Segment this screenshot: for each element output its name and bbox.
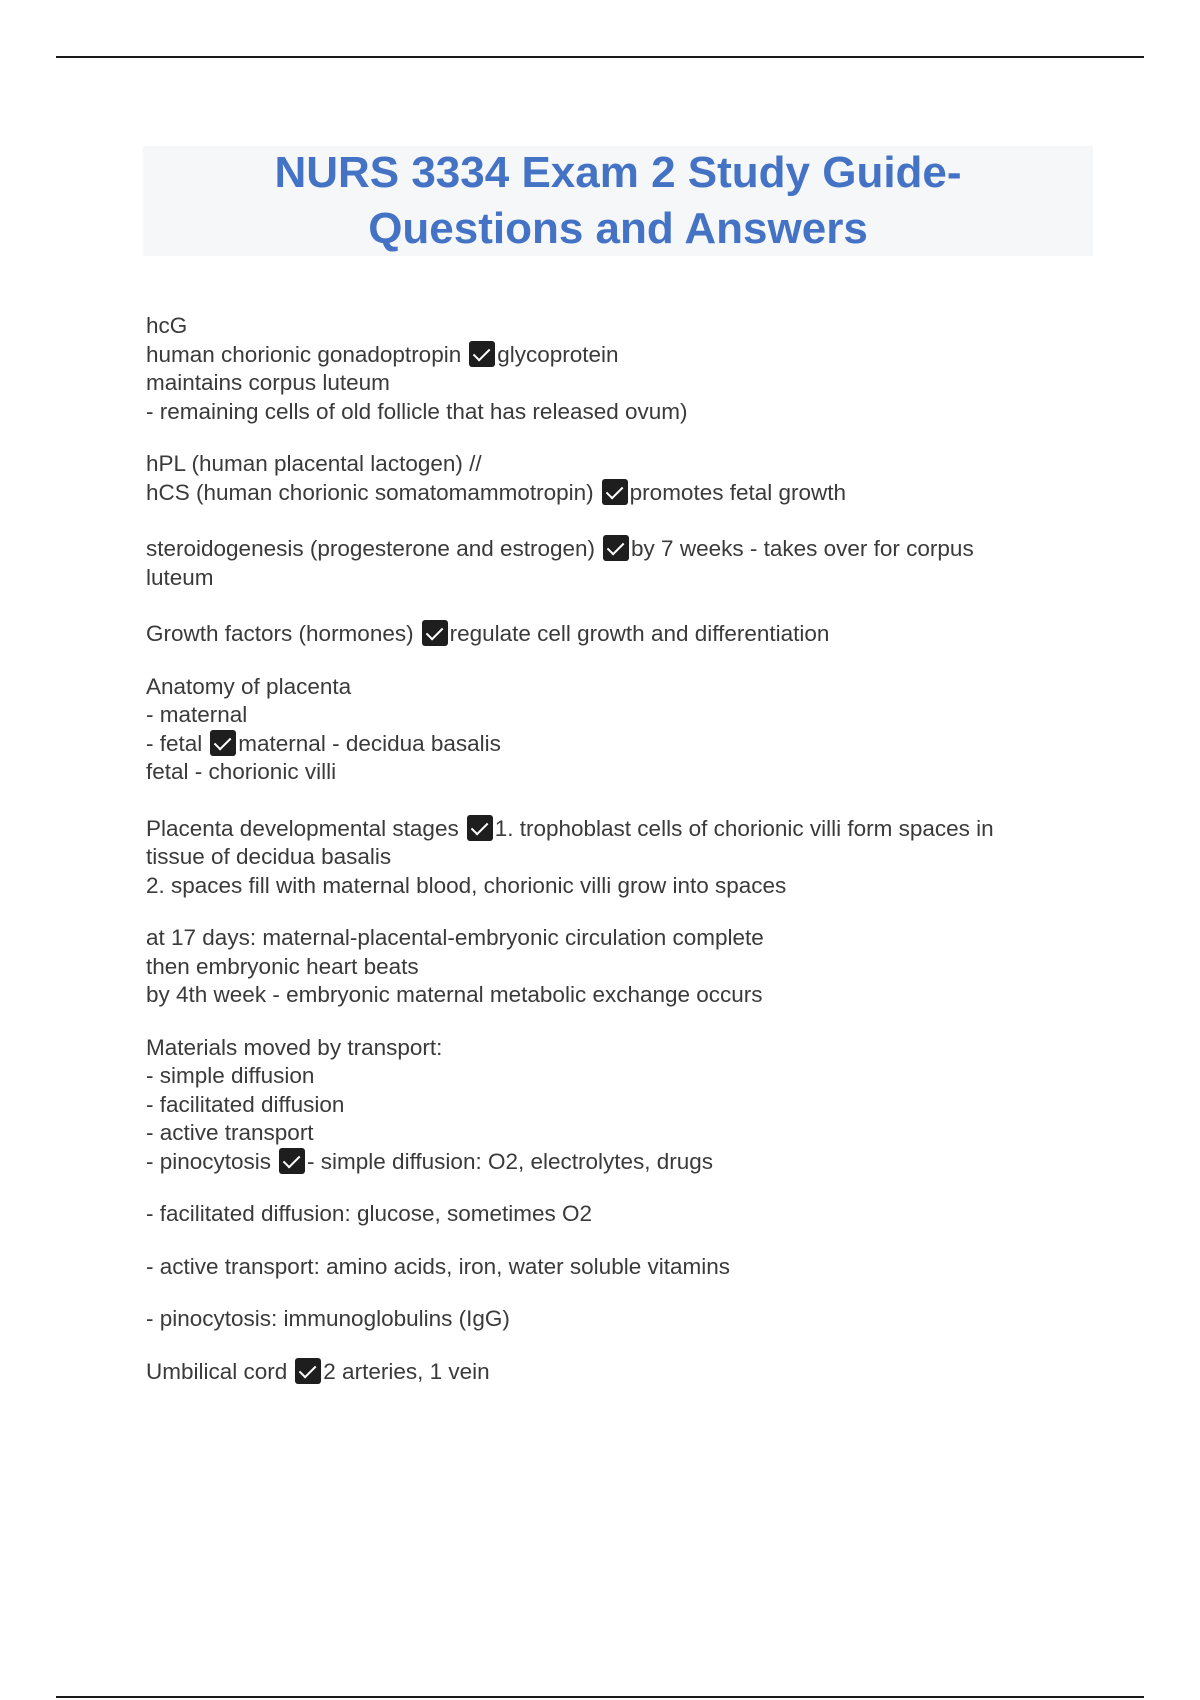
question-text: - simple diffusion: [146, 1063, 315, 1088]
answer-text: - active transport: amino acids, iron, water soluble vitamins: [146, 1253, 730, 1279]
qa-line: [146, 1148, 1106, 1177]
answer-text: by 4th week - embryonic maternal metabolic exchange occurs: [146, 982, 763, 1007]
answer-text: promotes fetal growth: [629, 479, 847, 505]
bottom-rule: [56, 1696, 1144, 1698]
answer-text: - simple diffusion: O2, electrolytes, drugs: [307, 1148, 714, 1174]
question-text: - pinocytosis: [146, 1148, 272, 1174]
check-box-icon: [210, 730, 236, 756]
qa-growth-factors: [146, 620, 1106, 649]
question-text: Anatomy of placenta: [146, 673, 352, 699]
qa-line: [146, 479, 1106, 508]
question-text: hCS (human chorionic somatomammotropin): [146, 479, 594, 505]
answer-text: glycoprotein: [497, 341, 619, 367]
qa-line: [146, 341, 1106, 370]
answer-text: - facilitated diffusion: glucose, sometimes O2: [146, 1201, 593, 1226]
top-rule: [56, 56, 1144, 58]
question-text: Materials moved by transport:: [146, 1034, 443, 1060]
check-box-icon: [467, 815, 493, 841]
qa-line: [146, 730, 1106, 759]
answer-text: maintains corpus luteum: [146, 370, 390, 395]
check-box-icon: [469, 341, 495, 367]
qa-anatomy-of-placenta: [146, 673, 1106, 787]
answer-text: - pinocytosis: immunoglobulins (IgG): [146, 1306, 510, 1331]
document-title-line-1: NURS 3334 Exam 2 Study Guide-: [274, 148, 962, 197]
question-text: - active transport: [146, 1120, 314, 1145]
check-box-icon: [602, 479, 628, 505]
answer-text: tissue of decidua basalis: [146, 844, 392, 869]
qa-line: [146, 1358, 1106, 1387]
answer-text: 2. spaces fill with maternal blood, chorionic villi grow into spaces: [146, 872, 787, 898]
check-box-icon: [603, 535, 629, 561]
qa-umbilical-cord: [146, 1358, 1106, 1387]
qa-line: [146, 620, 1106, 649]
qa-line: [146, 815, 1106, 844]
qa-steroidogenesis: [146, 535, 1106, 592]
question-text: hPL (human placental lactogen) //: [146, 451, 482, 476]
check-box-icon: [279, 1148, 305, 1174]
answer-text: 1. trophoblast cells of chorionic villi form spaces in: [494, 815, 994, 841]
answer-text: - remaining cells of old follicle that has released ovum): [146, 398, 688, 424]
check-box-icon: [422, 620, 448, 646]
circulation-notes: [146, 924, 1106, 1010]
answer-text: then embryonic heart beats: [146, 953, 419, 979]
study-guide-content: [146, 312, 1106, 1386]
question-text: hcG: [146, 313, 188, 338]
qa-line: [146, 535, 1106, 564]
question-text: Placenta developmental stages: [146, 815, 459, 841]
qa-hcg: [146, 312, 1106, 426]
answer-text: 2 arteries, 1 vein: [323, 1358, 490, 1384]
question-text: human chorionic gonadoptropin: [146, 341, 462, 367]
question-text: Umbilical cord: [146, 1358, 288, 1384]
question-text: - facilitated diffusion: [146, 1091, 345, 1117]
check-box-icon: [295, 1358, 321, 1384]
qa-hpl: [146, 450, 1106, 507]
answer-text: at 17 days: maternal-placental-embryonic circulation complete: [146, 925, 764, 950]
question-text: steroidogenesis (progesterone and estrogen): [146, 536, 596, 561]
answer-text: luteum: [146, 564, 214, 590]
question-text: - fetal: [146, 730, 203, 756]
answer-text: fetal - chorionic villi: [146, 759, 337, 784]
answer-text: maternal - decidua basalis: [238, 730, 501, 756]
answer-text: by 7 weeks - takes over for corpus: [631, 536, 974, 561]
document-title-line-2: Questions and Answers: [368, 204, 868, 253]
question-text: Growth factors (hormones): [146, 621, 414, 646]
answer-text: regulate cell growth and differentiation: [449, 621, 830, 646]
qa-developmental-stages: [146, 815, 1106, 901]
title-banner: [143, 146, 1093, 256]
qa-materials-transport: [146, 1034, 1106, 1334]
question-text: - maternal: [146, 702, 248, 727]
